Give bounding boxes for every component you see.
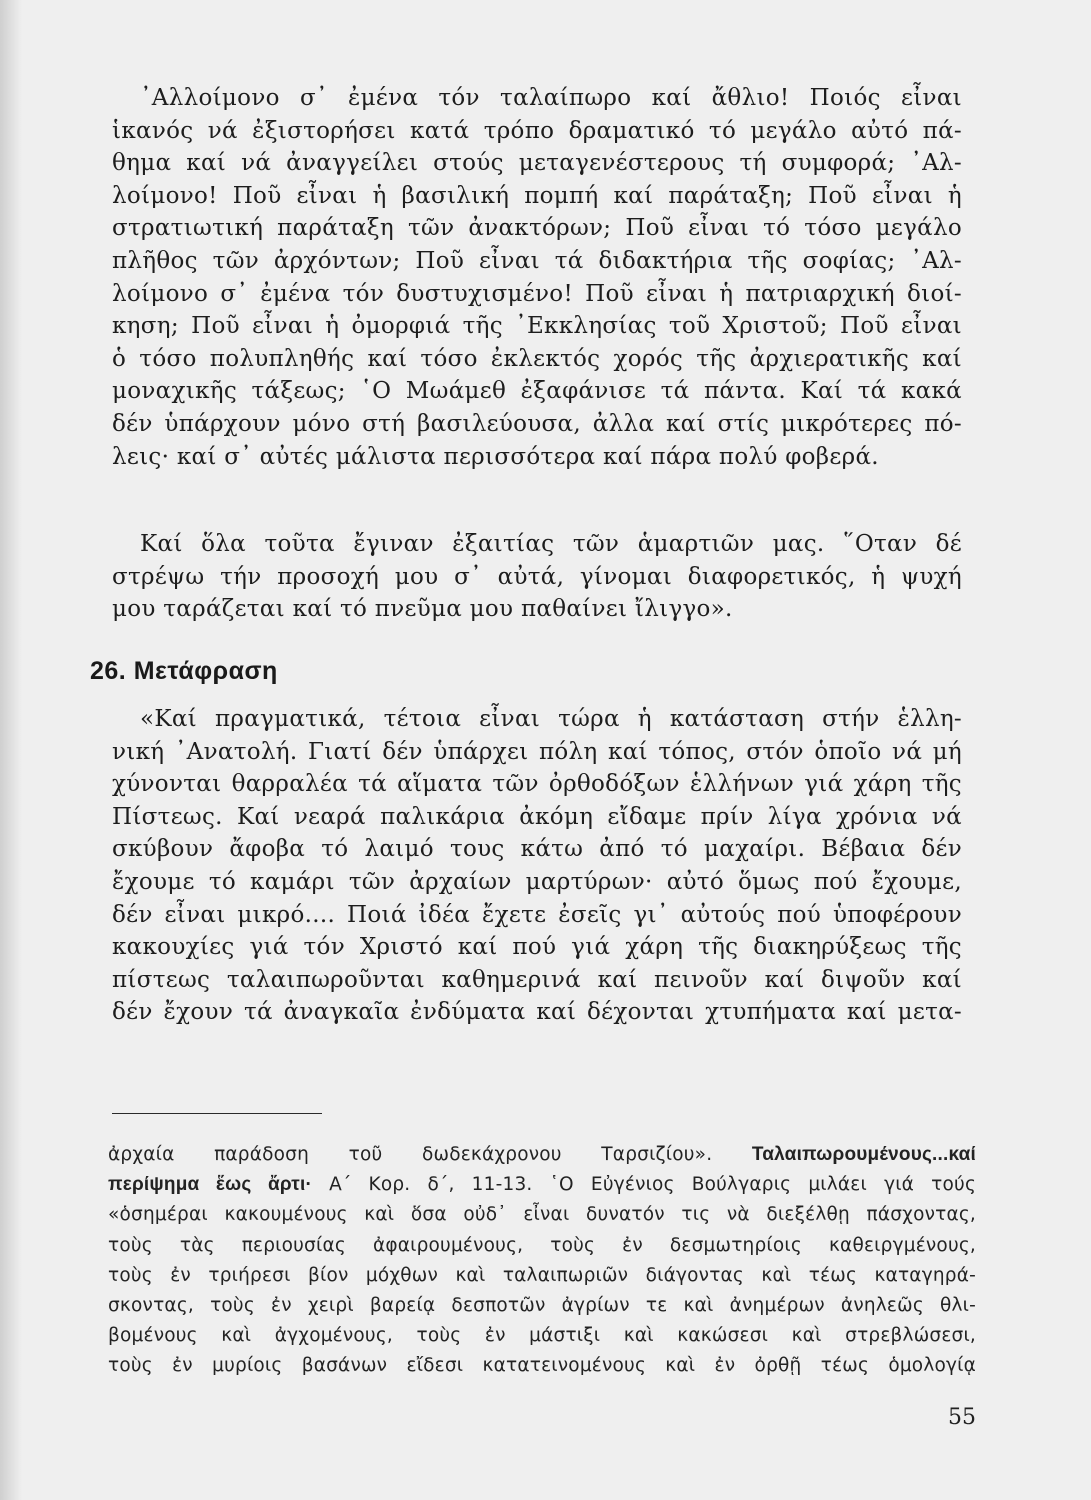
text-line: λεις· καί σ᾿ αὐτές μάλιστα περισσότερα καί πάρα πολύ φοβερά. [112,443,879,470]
footnote-line: τοὺς ἐν μυρίοις βασάνων εἴδεσι κατατεινομένους καὶ ἐν ὀρθῇ τέως ὁμολογίᾳ [108,1355,976,1377]
text-line: ὁ τόσο πολυπληθής καί τόσο ἐκλεκτός χορός τῆς ἀρχιερατικῆς καί [112,345,962,372]
text-line: δέν εἶναι μικρό.... Ποιά ἰδέα ἔχετε ἐσεῖς γι᾿ αὐτούς πού ὑποφέρουν [112,901,962,928]
footnote-line: τοὺς ἐν τριήρεσι βίον μόχθων καὶ ταλαιπωριῶν διάγοντας καὶ τέως καταγηρά- [108,1264,976,1286]
text-line: κηση; Ποῦ εἶναι ἡ ὀμορφιά τῆς ᾿Εκκλησίας τοῦ Χριστοῦ; Ποῦ εἶναι [112,313,962,340]
text-line: δέν ἔχουν τά ἀναγκαῖα ἐνδύματα καί δέχονται χτυπήματα καί μετα- [112,999,962,1026]
text-line: πλῆθος τῶν ἀρχόντων; Ποῦ εἶναι τά διδακτήρια τῆς σοφίας; ᾿Αλ- [112,247,962,274]
text-line: θημα καί νά ἀναγγείλει στούς μεταγενέστερους τή συμφορά; ᾿Αλ- [112,150,962,177]
footnote-line [108,1140,976,1170]
footnote-bold-term: Ταλαιπωρουμένους...καί [751,1144,976,1165]
text-line: λοίμονο σ᾿ ἐμένα τόν δυστυχισμένο! Ποῦ εἶναι ἡ πατριαρχική διοί- [112,280,962,307]
text-line: λοίμονο! Ποῦ εἶναι ἡ βασιλική πομπή καί παράταξη; Ποῦ εἶναι ἡ [112,182,962,209]
text-line: ἱκανός νά ἐξιστορήσει κατά τρόπο δραματικό τό μεγάλο αὐτό πά- [112,117,962,144]
footnote-bold-term: περίψημα ἕως ἄρτι· [108,1174,312,1196]
text-line: Πίστεως. Καί νεαρά παλικάρια ἀκόμη εἴδαμε πρίν λίγα χρόνια νά [112,803,962,830]
text-line: ἔχουμε τό καμάρι τῶν ἀρχαίων μαρτύρων· αὐτό ὅμως πού ἔχουμε, [112,868,962,895]
text-line: νική ᾿Ανατολή. Γιατί δέν ὑπάρχει πόλη καί τόπος, στόν ὁποῖο νά μή [112,738,962,765]
footnote-line [108,1170,976,1200]
text-line: πίστεως ταλαιπωροῦνται καθημερινά καί πεινοῦν καί διψοῦν καί [112,966,962,993]
footnote-divider [112,1113,322,1114]
text-line: Καί ὅλα τοῦτα ἔγιναν ἐξαιτίας τῶν ἁμαρτιῶν μας. ῞Οταν δέ [140,531,962,557]
text-line: μου ταράζεται καί τό πνεῦμα μου παθαίνει ἴλιγγο». [112,596,733,623]
text-line: σκύβουν ἄφοβα τό λαιμό τους κάτω ἀπό τό μαχαίρι. Βέβαια δέν [112,836,962,863]
footnote-line: βομένους καὶ ἀγχομένους, τοὺς ἐν μάστιξι καὶ κακώσεσι καὶ στρεβλώσεσι, [108,1325,976,1347]
footnote-line: σκοντας, τοὺς ἐν χειρὶ βαρείᾳ δεσποτῶν ἀγρίων τε καὶ ἀνημέρων ἀνηλεῶς θλι- [108,1294,976,1316]
footnote-text: Α΄ Κορ. δ΄, 11-13. ῾Ο Εὐγένιος Βούλγαρις μιλάει γιά τούς [311,1174,977,1196]
text-line: «Καί πραγματικά, τέτοια εἶναι τώρα ἡ κατάσταση στήν ἑλλη- [140,706,962,732]
paragraph-translation [112,703,962,1029]
text-line: κακουχίες γιά τόν Χριστό καί πού γιά χάρη τῆς διακηρύξεως τῆς [112,934,962,961]
text-line: ᾿Αλλοίμονο σ᾿ ἐμένα τόν ταλαίπωρο καί ἄθλιο! Ποιός εἶναι [140,85,962,111]
text-line: μοναχικῆς τάξεως; ῾Ο Μωάμεθ ἐξαφάνισε τά πάντα. Καί τά κακά [112,378,962,405]
paragraph-sins [112,528,962,626]
footnote-line: «ὁσημέραι κακουμένους καὶ ὅσα οὐδ᾿ εἶναι δυνατόν τις νὰ διεξέλθῃ πάσχοντας, [108,1204,976,1226]
text-line: χύνονται θαρραλέα τά αἵματα τῶν ὀρθοδόξων ἑλλήνων γιά χάρη τῆς [112,771,962,798]
page-number: 55 [948,1405,976,1430]
paragraph-lament [112,82,962,473]
page-gutter-shadow [0,0,22,1500]
text-line: δέν ὑπάρχουν μόνο στή βασιλεύουσα, ἀλλα καί στίς μικρότερες πό- [112,410,962,437]
footnote-text: ἀρχαία παράδοση τοῦ δωδεκάχρονου Ταρσιζίου». [108,1144,752,1165]
text-line: στρέψω τήν προσοχή μου σ᾿ αὐτά, γίνομαι διαφορετικός, ἡ ψυχή [112,563,962,590]
footnote-line: τοὺς τὰς περιουσίας ἀφαιρουμένους, τοὺς ἐν δεσμωτηρίοις καθειργμένους, [108,1234,976,1256]
text-line: στρατιωτική παράταξη τῶν ἀνακτόρων; Ποῦ εἶναι τό τόσο μεγάλο [112,215,962,242]
section-heading: 26. Μετάφραση [90,657,278,685]
footnote-block [108,1140,976,1382]
